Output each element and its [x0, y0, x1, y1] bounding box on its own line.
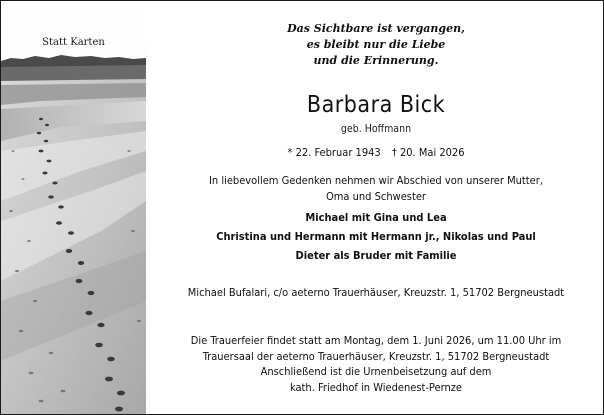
mourner-line: Michael mit Gina und Lea — [305, 211, 447, 224]
life-dates — [149, 146, 603, 159]
service-line: Anschließend ist die Urnenbeisetzung auf dem — [260, 365, 492, 378]
mourners-list — [149, 208, 603, 265]
mourner-line: Christina und Hermann mit Hermann jr., Nikolas und Paul — [216, 230, 536, 243]
service-line: kath. Friedhof in Wiedenest-Pernze — [289, 380, 463, 394]
death-date: † 20. Mai 2026 — [391, 146, 465, 159]
intro-line: In liebevollem Gedenken nehmen wir Abschied von unserer Mutter, — [209, 174, 543, 187]
intro-line: Oma und Schwester — [326, 190, 426, 203]
motto-line: es bleibt nur die Liebe — [306, 38, 446, 51]
notice-text — [149, 1, 603, 414]
funeral-service-info — [149, 333, 603, 395]
statt-karten-label: Statt Karten — [42, 37, 105, 48]
beach-footprints-photo — [1, 1, 146, 414]
motto-line: und die Erinnerung. — [313, 54, 439, 67]
birth-date: * 22. Februar 1943 — [287, 146, 381, 159]
motto-line: Das Sichtbare ist vergangen, — [287, 22, 465, 35]
service-line: Trauersaal der aeterno Trauerhäuser, Kreuzstr. 1, 51702 Bergneustadt — [202, 349, 550, 363]
service-line: Die Trauerfeier findet statt am Montag, dem 1. Juni 2026, um 11.00 Uhr im — [190, 334, 562, 347]
deceased-name: Barbara Bick — [306, 92, 446, 118]
mourner-line: Dieter als Bruder mit Familie — [295, 249, 457, 262]
intro-text — [149, 173, 603, 205]
motto — [149, 21, 603, 69]
maiden-name: geb. Hoffmann — [340, 123, 412, 135]
contact-address: Michael Bufalari, c/o aeterno Trauerhäuser, Kreuzstr. 1, 51702 Bergneustadt — [187, 286, 565, 299]
